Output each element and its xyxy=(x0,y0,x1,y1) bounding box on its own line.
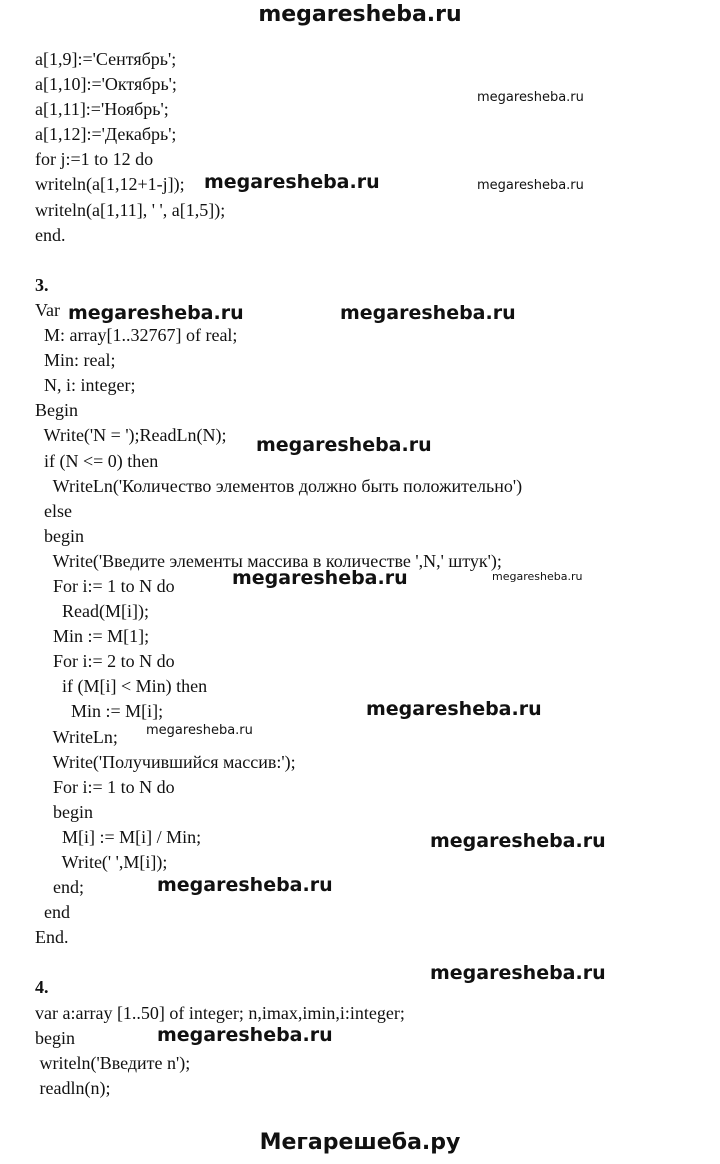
code-line: Min: real; xyxy=(35,350,116,371)
code-line: Begin xyxy=(35,400,78,421)
code-line: a[1,12]:='Декабрь'; xyxy=(35,124,177,145)
code-line: begin xyxy=(35,801,93,822)
code-line: Read(M[i]); xyxy=(35,601,149,622)
code-line: Min := M[1]; xyxy=(35,626,150,647)
watermark: megaresheba.ru xyxy=(366,698,542,720)
watermark: megaresheba.ru xyxy=(146,723,253,738)
code-line: writeln(a[1,11], ' ', a[1,5]); xyxy=(35,199,226,220)
code-line: M: array[1..32767] of real; xyxy=(35,325,238,346)
watermark: megaresheba.ru xyxy=(477,178,584,193)
code-line: if (M[i] < Min) then xyxy=(35,676,208,697)
code-line: end xyxy=(35,902,70,923)
code-line: Write('Получившийся массив:'); xyxy=(35,751,296,772)
code-line: M[i] := M[i] / Min; xyxy=(35,826,202,847)
code-line: else xyxy=(35,500,72,521)
code-line: Write('Введите элементы массива в количестве ',N,' штук'); xyxy=(35,550,502,571)
watermark: megaresheba.ru xyxy=(157,1024,333,1046)
code-line: end; xyxy=(35,877,84,898)
code-line: begin xyxy=(35,1027,75,1048)
section-number-4: 4. xyxy=(35,977,49,998)
code-line: N, i: integer; xyxy=(35,375,136,396)
watermark: megaresheba.ru xyxy=(340,302,516,324)
watermark: megaresheba.ru xyxy=(68,302,244,324)
code-line: WriteLn; xyxy=(35,726,118,747)
code-line: end. xyxy=(35,224,66,245)
watermark: megaresheba.ru xyxy=(492,570,583,583)
code-line: For i:= 1 to N do xyxy=(35,776,175,797)
code-line: writeln('Введите n'); xyxy=(35,1052,191,1073)
code-line: readln(n); xyxy=(35,1077,111,1098)
code-line: writeln(a[1,12+1-j]); xyxy=(35,174,185,195)
watermark: megaresheba.ru xyxy=(232,567,408,589)
code-line: a[1,11]:='Ноябрь'; xyxy=(35,99,169,120)
section-number-3: 3. xyxy=(35,274,49,295)
code-line: Var xyxy=(35,299,60,320)
code-line: Write('N = ');ReadLn(N); xyxy=(35,425,227,446)
code-line: a[1,10]:='Октябрь'; xyxy=(35,74,177,95)
code-line: if (N <= 0) then xyxy=(35,450,159,471)
watermark: megaresheba.ru xyxy=(157,874,333,896)
code-line: var a:array [1..50] of integer; n,imax,imin,i:integer; xyxy=(35,1002,405,1023)
watermark: megaresheba.ru xyxy=(256,434,432,456)
code-line: For i:= 1 to N do xyxy=(35,575,175,596)
code-line: Write(' ',M[i]); xyxy=(35,852,168,872)
watermark: megaresheba.ru xyxy=(204,171,380,193)
code-line: begin xyxy=(35,525,84,546)
watermark: megaresheba.ru xyxy=(477,90,584,105)
site-header: megaresheba.ru xyxy=(258,2,462,27)
code-line: for j:=1 to 12 do xyxy=(35,149,154,170)
code-line: WriteLn('Количество элементов должно быть положительно') xyxy=(35,475,523,496)
site-footer: Мегарешеба.ру xyxy=(259,1130,461,1155)
watermark: megaresheba.ru xyxy=(430,830,606,852)
code-line: a[1,9]:='Сентябрь'; xyxy=(35,49,177,69)
watermark: megaresheba.ru xyxy=(430,962,606,984)
code-line: Min := M[i]; xyxy=(35,701,164,722)
code-line: For i:= 2 to N do xyxy=(35,651,175,672)
code-line: End. xyxy=(35,927,69,948)
